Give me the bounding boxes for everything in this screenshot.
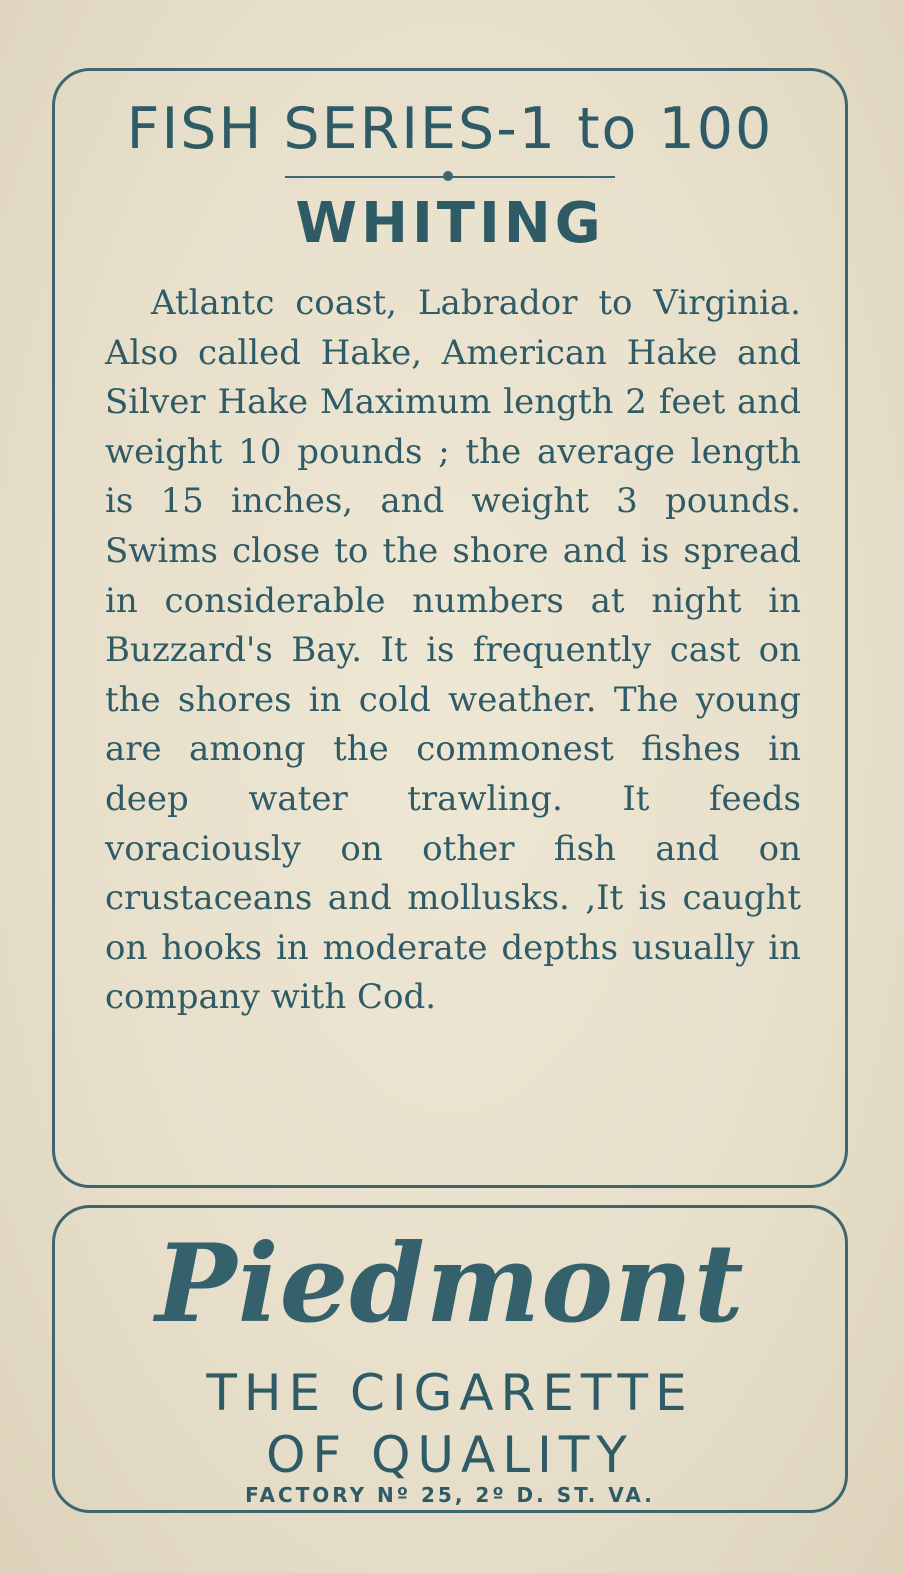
series-title: FISH SERIES-1 to 100 <box>126 96 774 162</box>
divider-dot <box>443 171 453 181</box>
factory-line: FACTORY Nº 25, 2º D. ST. VA. <box>245 1483 655 1507</box>
info-panel <box>52 68 848 1188</box>
fish-name: WHITING <box>295 191 605 256</box>
advert-panel <box>52 1205 848 1513</box>
tagline-line-1: THE CIGARETTE <box>206 1364 694 1422</box>
fish-description: Atlantc coast, Labrador to Virginia. Also called Hake, American Hake and Silver Hake Maximum length 2 feet and weight 10 pounds ; the average length is 15 inches, and weight 3 pounds. Swims close to the shore and is spread in considerable numbers at night in Buzzard's Bay. It is frequently cast on the shores in cold weather. The young are among the commonest fishes in deep water trawling. It feeds voraciously on other fish and on crustaceans and mollusks. ,It is caught on hooks in moderate depths usually in company with Cod. <box>105 283 801 1018</box>
tagline-line-2: OF QUALITY <box>266 1426 634 1484</box>
brand-logo: Piedmont <box>155 1221 745 1347</box>
